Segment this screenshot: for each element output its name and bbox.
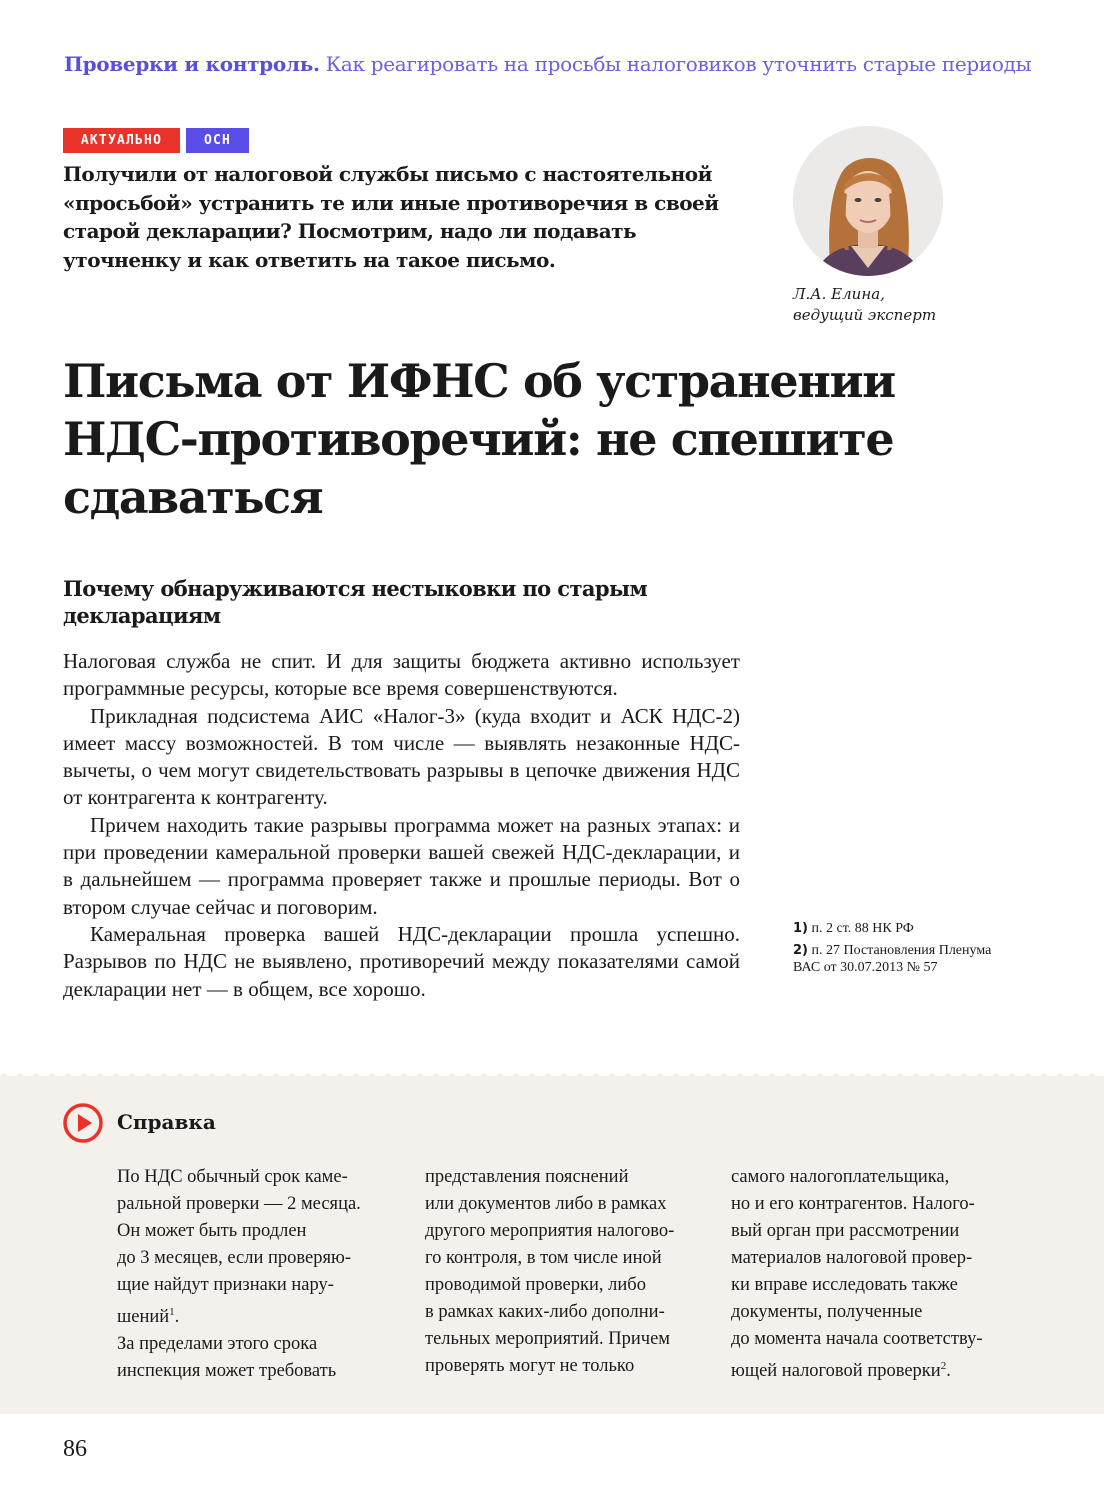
- reference-line: материалов налоговой провер-: [731, 1248, 973, 1268]
- reference-line: или документов либо в рамках: [425, 1194, 667, 1214]
- section-subhead: Почему обнаруживаются нестыковки по старым декларациям: [63, 576, 648, 628]
- footnotes: [793, 920, 993, 981]
- reference-line: инспекция может требовать: [117, 1361, 337, 1382]
- running-article-title: Как реагировать на просьбы налоговиков уточнить старые периоды: [325, 52, 1032, 76]
- wavy-edge-icon: [0, 1071, 1104, 1081]
- reference-line: ральной проверки — 2 месяца.: [117, 1194, 361, 1214]
- author-caption: [793, 284, 1013, 326]
- reference-column-3: [731, 1164, 1011, 1385]
- reference-title: Справка: [117, 1110, 216, 1134]
- reference-line: до 3 месяцев, если проверяю-: [117, 1248, 351, 1268]
- reference-line: проверять могут не только: [425, 1356, 635, 1376]
- reference-line: документы, полученные: [731, 1302, 923, 1322]
- footnote-text: п. 27 Постановления Пленума ВАС от 30.07.2013 № 57: [793, 942, 992, 975]
- reference-line: представления пояснений: [425, 1167, 629, 1187]
- footnote-ref: 2: [940, 1360, 947, 1372]
- reference-line-text: ющей налоговой проверки: [731, 1361, 941, 1382]
- reference-line: го контроля, в том числе иной: [425, 1248, 662, 1268]
- body-paragraph: Причем находить такие разрывы программа может на разных этапах: и при проведении камеральной проверки вашей свежей НДС-декларации, и в дальнейшем — программа проверяет также и прошлые периоды. Вот о втором случае сейчас и поговорим.: [63, 812, 740, 919]
- article-body: [63, 648, 740, 1003]
- lead-paragraph: Получили от налоговой службы письмо с настоятельной «просьбой» устранить те или иные противоречия в своей старой декларации? Посмотрим, надо ли подавать уточненку и как ответить на такое письмо.: [63, 162, 719, 272]
- author-name: Л.А. Елина,: [793, 285, 885, 303]
- reference-line: самого налогоплательщика,: [731, 1167, 950, 1187]
- footnote-ref: 1: [169, 1306, 175, 1318]
- reference-line: ки вправе исследовать также: [731, 1275, 958, 1295]
- footnote-number: 2): [793, 942, 808, 958]
- reference-line: в рамках каких-либо дополни-: [425, 1302, 665, 1322]
- body-paragraph: Прикладная подсистема АИС «Налог-3» (куда входит и АСК НДС-2) имеет массу возможностей. В том числе — выявлять незаконные НДС-вычеты, о чем могут свидетельствовать разрывы в цепочке движения НДС от контрагента к контрагенту.: [63, 703, 740, 810]
- reference-line: За пределами этого срока: [117, 1334, 318, 1355]
- reference-line: щие найдут признаки нару-: [117, 1275, 334, 1295]
- reference-line: тельных мероприятий. Причем: [425, 1329, 671, 1349]
- reference-line-with-footnote: шений$^1$.: [117, 1306, 180, 1328]
- running-head: [64, 52, 1064, 76]
- reference-line: но и его контрагентов. Налого-: [731, 1194, 975, 1214]
- reference-line: другого мероприятия налогово-: [425, 1221, 675, 1241]
- article-headline: Письма от ИФНС об устранении НДС-противоречий: не спешите сдаваться: [63, 354, 895, 524]
- author-photo: [793, 126, 943, 276]
- footnote-1: [793, 920, 993, 938]
- play-icon: [62, 1102, 104, 1144]
- reference-line: Он может быть продлен: [117, 1221, 307, 1241]
- author-portrait-icon: [793, 126, 943, 276]
- reference-column-1: [117, 1164, 397, 1385]
- body-paragraph: Налоговая служба не спит. И для защиты бюджета активно использует программные ресурсы, которые все время совершенствуются.: [63, 649, 740, 701]
- tag-actual: АКТУАЛЬНО: [63, 128, 180, 153]
- page-number: 86: [63, 1436, 87, 1462]
- reference-line: По НДС обычный срок каме-: [117, 1167, 348, 1187]
- reference-line: до момента начала соответству-: [731, 1329, 983, 1349]
- author-role: ведущий эксперт: [793, 306, 937, 324]
- body-paragraph: Камеральная проверка вашей НДС-декларации прошла успешно. Разрывов по НДС не выявлено, противоречий между показателями самой декларации нет — в общем, все хорошо.: [63, 921, 740, 1001]
- footnote-number: 1): [793, 921, 808, 936]
- footnote-text: п. 2 ст. 88 НК РФ: [811, 921, 914, 936]
- reference-line-with-footnote: ющей налоговой проверки$^2$.: [731, 1360, 951, 1382]
- reference-line: вый орган при рассмотрении: [731, 1221, 960, 1241]
- reference-line: проводимой проверки, либо: [425, 1275, 646, 1295]
- footnote-2: [793, 942, 993, 977]
- reference-column-2: [425, 1164, 705, 1380]
- reference-line-text: шений: [117, 1307, 170, 1328]
- section-label: Проверки и контроль.: [64, 52, 320, 76]
- tag-osn: ОСН: [186, 128, 249, 153]
